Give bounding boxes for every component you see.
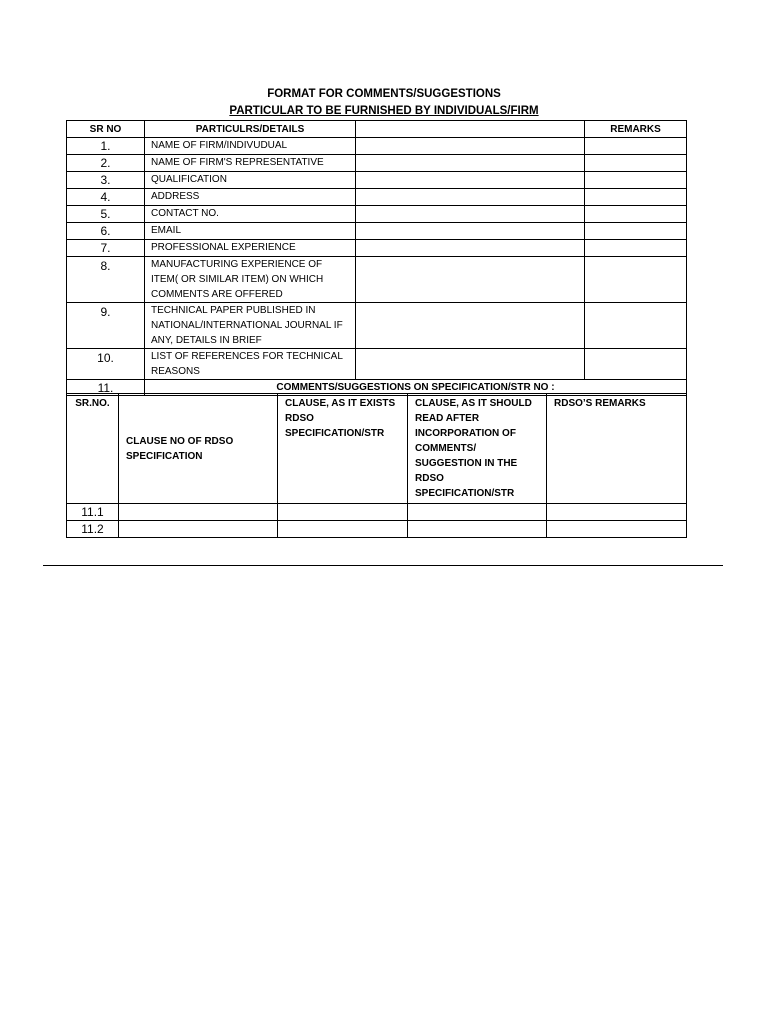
rdso-remarks-cell[interactable] — [547, 521, 687, 538]
remarks-cell[interactable] — [585, 206, 687, 223]
table-row — [67, 240, 687, 257]
rdso-remarks-cell[interactable] — [547, 504, 687, 521]
clause-should-header: CLAUSE, AS IT SHOULD READ AFTER INCORPORATION OF COMMENTS/ SUGGESTION IN THE RDSO SPECIFICATION/STR — [408, 394, 547, 504]
row-number: 11.1 — [67, 504, 119, 521]
table-row — [67, 521, 687, 538]
detail-cell[interactable] — [356, 206, 585, 223]
rdso-remarks-header: RDSO’S REMARKS — [547, 394, 687, 504]
detail-cell[interactable] — [356, 257, 585, 303]
sr-no-header: SR NO — [67, 121, 145, 138]
detail-cell[interactable] — [356, 223, 585, 240]
clause-exists-cell[interactable] — [278, 504, 408, 521]
table-row — [67, 138, 687, 155]
row-label: NAME OF FIRM'S REPRESENTATIVE — [145, 155, 356, 172]
row-number: 1. — [67, 138, 145, 155]
clause-exists-cell[interactable] — [278, 521, 408, 538]
form-subtitle: PARTICULAR TO BE FURNISHED BY INDIVIDUALS/FIRM — [229, 105, 539, 117]
table-row — [67, 189, 687, 206]
row-number: 8. — [67, 257, 145, 303]
row-number: 7. — [67, 240, 145, 257]
row-label: QUALIFICATION — [145, 172, 356, 189]
clause-no-cell[interactable] — [119, 504, 278, 521]
details-header — [356, 121, 585, 138]
clause-no-header: CLAUSE NO OF RDSO SPECIFICATION — [119, 394, 278, 504]
row-number: 2. — [67, 155, 145, 172]
remarks-cell[interactable] — [585, 172, 687, 189]
table-row — [67, 206, 687, 223]
remarks-header: REMARKS — [585, 121, 687, 138]
remarks-cell[interactable] — [585, 155, 687, 172]
clause-should-cell[interactable] — [408, 521, 547, 538]
remarks-cell[interactable] — [585, 240, 687, 257]
remarks-cell[interactable] — [585, 257, 687, 303]
remarks-cell[interactable] — [585, 303, 687, 349]
row-label: EMAIL — [145, 223, 356, 240]
clause-no-cell[interactable] — [119, 521, 278, 538]
table-row — [67, 504, 687, 521]
form-title: FORMAT FOR COMMENTS/SUGGESTIONS — [267, 88, 501, 100]
detail-cell[interactable] — [356, 138, 585, 155]
detail-cell[interactable] — [356, 172, 585, 189]
row-number: 6. — [67, 223, 145, 240]
clause-exists-header: CLAUSE, AS IT EXISTS RDSO SPECIFICATION/STR — [278, 394, 408, 504]
row-number: 9. — [67, 303, 145, 349]
detail-cell[interactable] — [356, 349, 585, 380]
detail-cell[interactable] — [356, 189, 585, 206]
clause-should-cell[interactable] — [408, 504, 547, 521]
row-number: 11.2 — [67, 521, 119, 538]
row-label: ADDRESS — [145, 189, 356, 206]
comments-table — [66, 393, 687, 538]
row-label: LIST OF REFERENCES FOR TECHNICAL REASONS — [145, 349, 356, 380]
particulars-header: PARTICULRS/DETAILS — [145, 121, 356, 138]
table-row — [67, 257, 687, 303]
row-number: 10. — [67, 349, 145, 380]
table-row — [67, 172, 687, 189]
table-row — [67, 155, 687, 172]
row-label: TECHNICAL PAPER PUBLISHED IN NATIONAL/INTERNATIONAL JOURNAL IF ANY, DETAILS IN BRIEF — [145, 303, 356, 349]
comments-heading: COMMENTS/SUGGESTIONS ON SPECIFICATION/STR NO : — [145, 380, 687, 396]
row-number: 4. — [67, 189, 145, 206]
row-label: CONTACT NO. — [145, 206, 356, 223]
row-label: NAME OF FIRM/INDIVUDUAL — [145, 138, 356, 155]
table-row — [67, 303, 687, 349]
row-number: 5. — [67, 206, 145, 223]
detail-cell[interactable] — [356, 155, 585, 172]
detail-cell[interactable] — [356, 303, 585, 349]
detail-cell[interactable] — [356, 240, 585, 257]
table-row — [67, 349, 687, 380]
remarks-cell[interactable] — [585, 138, 687, 155]
remarks-cell[interactable] — [585, 349, 687, 380]
remarks-cell[interactable] — [585, 189, 687, 206]
sr-no-header: SR.NO. — [67, 394, 119, 504]
table-row — [67, 223, 687, 240]
remarks-cell[interactable] — [585, 223, 687, 240]
horizontal-divider — [43, 565, 723, 566]
row-label: MANUFACTURING EXPERIENCE OF ITEM( OR SIMILAR ITEM) ON WHICH COMMENTS ARE OFFERED — [145, 257, 356, 303]
row-label: PROFESSIONAL EXPERIENCE — [145, 240, 356, 257]
row-number: 3. — [67, 172, 145, 189]
particulars-table — [66, 120, 687, 396]
row-number: 11. — [67, 380, 145, 396]
